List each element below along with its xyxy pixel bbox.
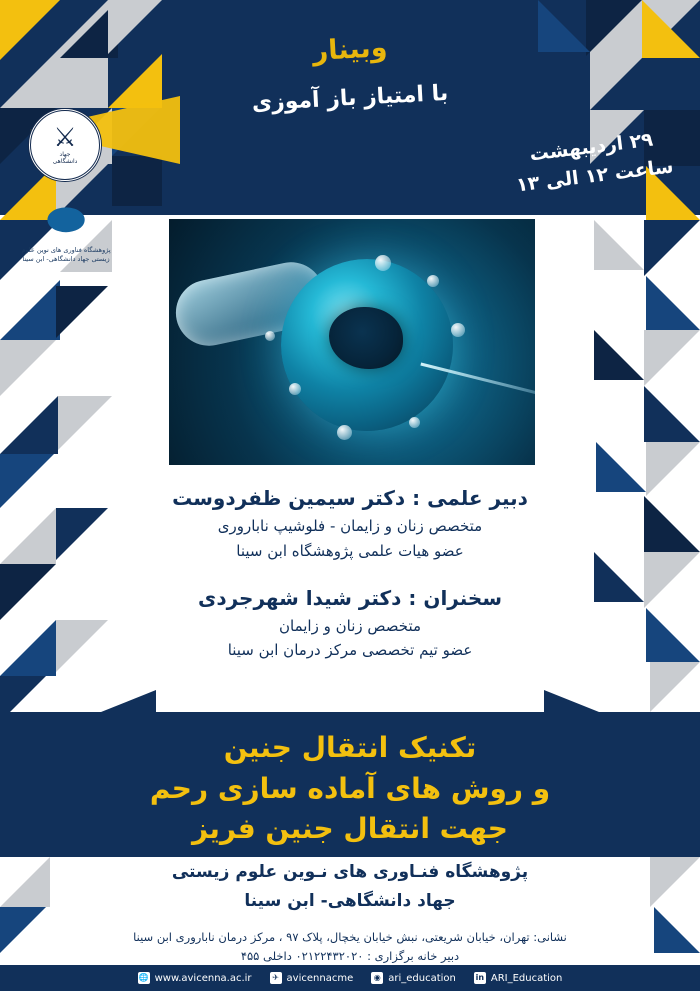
footer-linkedin-label: ARI_Education <box>490 972 563 984</box>
bubble-icon <box>337 425 352 440</box>
telegram-icon: ✈ <box>270 972 282 984</box>
main-title-line-1: تکنیک انتقال جنین <box>223 731 477 764</box>
bubble-icon <box>409 417 420 428</box>
person-role: دبیر علمی : <box>412 486 528 510</box>
person-speaker <box>0 586 700 664</box>
nucleus-shape <box>329 307 403 369</box>
main-title <box>0 728 700 850</box>
bubble-icon <box>289 383 301 395</box>
jahad-daneshgahi-logo <box>28 108 102 182</box>
organization-line-2: جهاد دانشگاهی- ابن سینا <box>244 890 456 911</box>
main-title-line-2: و روش های آماده سازی رحم <box>149 771 551 805</box>
address-line: نشانی: تهران، خیابان شریعتی، نبش خیابان یخچال، پلاک ۹۷ ، مرکز درمان ناباروری ابن سینا <box>133 930 567 944</box>
footer-instagram-label: ari_education <box>388 972 456 984</box>
footer-telegram-label: avicennacme <box>286 972 354 984</box>
person-detail: عضو تیم تخصصی مرکز درمان ابن سینا <box>227 641 473 660</box>
footer-linkedin[interactable] <box>474 972 563 984</box>
jahad-logo-caption-2: دانشگاهی <box>52 158 78 165</box>
footer-telegram[interactable] <box>270 972 354 984</box>
person-scientific-secretary <box>0 486 700 564</box>
jahad-logo-caption-1: جهاد <box>59 150 71 158</box>
bubble-icon <box>265 331 275 341</box>
bubble-icon <box>375 255 391 271</box>
jahad-crest-icon: ⚔ <box>53 122 77 153</box>
person-detail: متخصص زنان و زایمان - فلوشیپ ناباروری <box>217 517 483 535</box>
person-detail: متخصص زنان و زایمان <box>278 616 422 635</box>
footer-instagram[interactable] <box>371 972 456 984</box>
person-name: دکتر سیمین ظفردوست <box>172 486 406 510</box>
organization-name <box>0 858 700 916</box>
footer-website-label: www.avicenna.ac.ir <box>154 972 252 984</box>
event-date-day: ۲۹ اردیبهشت <box>528 128 655 166</box>
bubble-icon <box>427 275 439 287</box>
instagram-icon: ◉ <box>371 972 383 984</box>
footer-bar <box>0 965 700 991</box>
event-time: ساعت ۱۲ الی ۱۳ <box>514 154 675 196</box>
person-detail: عضو هیات علمی پژوهشگاه ابن سینا <box>236 541 464 560</box>
secretariat-phone: دبیر خانه برگزاری : ۰۲۱۲۲۴۳۲۰۲۰ داخلی ۴۵۵ <box>240 948 460 963</box>
organization-line-1: پژوهشگاه فنـاوری های نـوین علوم زیستی <box>171 862 529 882</box>
people-section <box>0 486 700 663</box>
main-title-line-3: جهت انتقال جنین فریز <box>192 812 508 846</box>
footer-website[interactable] <box>138 972 252 984</box>
globe-icon: 🌐 <box>138 973 149 982</box>
person-role: سخنران : <box>408 585 502 610</box>
webinar-subtitle: با امتیاز باز آموزی <box>251 80 449 117</box>
ari-mark-icon: ⬬ <box>47 194 85 245</box>
main-title-band <box>0 718 700 855</box>
avicenna-research-institute-logo <box>18 194 114 265</box>
microinjection-photo <box>166 216 538 468</box>
ari-logo-caption: پژوهشگاه فناوری های نوین علوم زیستی جهاد دانشگاهی- ابن سینا <box>21 246 111 264</box>
person-role-and-name <box>0 586 700 610</box>
address-block <box>0 928 700 966</box>
linkedin-icon: in <box>475 973 485 982</box>
bubble-icon <box>451 323 465 337</box>
webinar-title: وبینار <box>311 32 389 67</box>
person-role-and-name <box>0 486 700 510</box>
person-name: دکتر شیدا شهرجردی <box>198 585 402 610</box>
